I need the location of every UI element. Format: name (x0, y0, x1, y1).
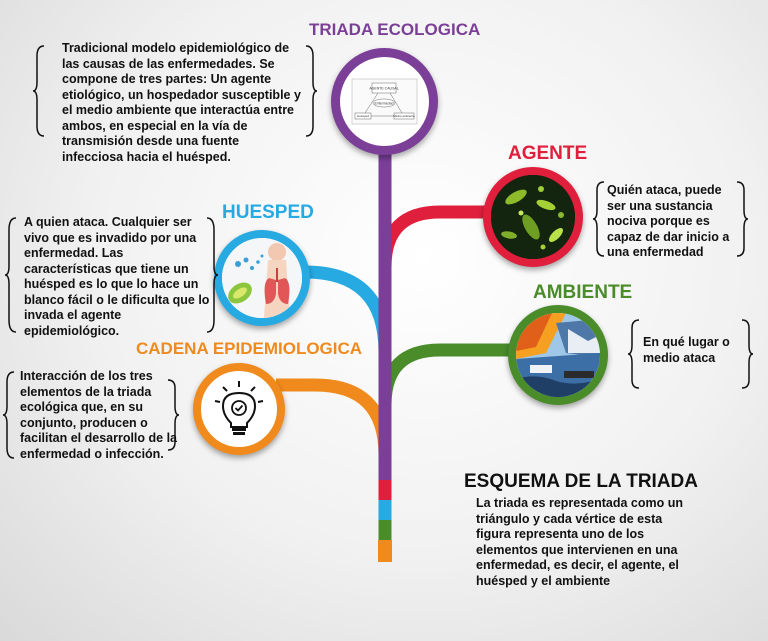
huesped-title: HUESPED (222, 202, 314, 223)
lightbulb-icon (201, 371, 277, 447)
huesped-right-brace (205, 216, 219, 334)
bacteria-icon (491, 175, 575, 259)
triada-diagram-enfermedad: Enfermedad (374, 101, 394, 106)
cadena-title: CADENA EPIDEMIOLOGICA (136, 339, 363, 358)
agente-title: AGENTE (508, 143, 588, 164)
cadena-circle (193, 363, 285, 455)
triada-right-brace (304, 44, 318, 138)
huesped-description: A quien ataca. Cualquier ser vivo que es invadido por una enfermedad. Las características que tiene un huésped es lo que lo hace un blanco fácil o le dificulta que lo invada el agente epidemiológico. (24, 215, 210, 338)
triada-title: TRIADA ECOLOGICA (309, 20, 481, 39)
agente-circle (483, 167, 583, 267)
triada-circle (331, 48, 438, 155)
triada-diagram-huesped: Huésped (356, 114, 370, 118)
branch-cadena (276, 385, 385, 555)
triada-left-brace (32, 44, 46, 138)
cadena-description: Interacción de los tres elementos de la triada ecológica que, en su conjunto, producen o facilitan el desarrollo de la enfermedad o infección. (20, 369, 178, 461)
triada-diagram-ambiente: Medio ambiente (393, 114, 415, 118)
cadena-left-brace (2, 370, 16, 460)
lungs-icon (222, 238, 302, 318)
landscape-icon (516, 313, 600, 397)
agente-left-brace (592, 180, 606, 258)
agente-description: Quién ataca, puede ser una sustancia nociva porque es capaz de dar inicio a una enfermedad (607, 183, 730, 259)
triad-diagram-icon (340, 57, 429, 146)
triada-diagram-agente: AGENTE CAUSAL (369, 86, 399, 91)
ambiente-description: En qué lugar o medio ataca (643, 335, 730, 365)
huesped-circle (214, 230, 310, 326)
ambiente-left-brace (627, 318, 641, 390)
trunk-base (378, 540, 392, 562)
huesped-left-brace (4, 216, 18, 334)
ambiente-title: AMBIENTE (533, 282, 633, 303)
triada-description: Tradicional modelo epidemiológico de las causas de las enfermedades. Se compone de tres partes: Un agente etiológico, un hospedador susceptible y el medio ambiente que interactúa entre ambos, en especial en la vía de transmisión desde una fuente infecciosa hacia el huésped. (62, 41, 301, 164)
ambiente-right-brace (740, 318, 754, 390)
ambiente-circle (508, 305, 608, 405)
agente-right-brace (735, 180, 749, 258)
esquema-title: ESQUEMA DE LA TRIADA (464, 471, 698, 492)
esquema-description: La triada es representada como un triángulo y cada vértice de esta figura representa uno de los elementos que intervienen en una enfermedad, es decir, el agente, el huésped y el ambiente (476, 496, 684, 588)
cadena-right-brace (166, 378, 180, 452)
